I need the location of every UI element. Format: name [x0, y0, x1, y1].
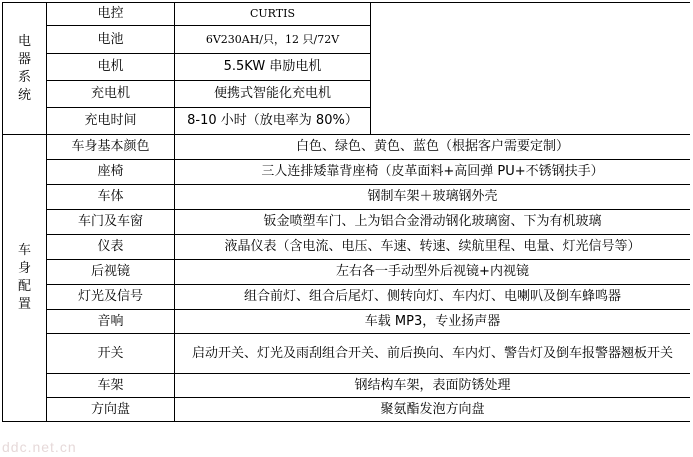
category-label: 车 身 配 置	[17, 243, 31, 312]
row-label: 车体	[47, 185, 175, 210]
row-label: 仪表	[47, 235, 175, 260]
watermark: ddc.net.cn	[2, 439, 77, 455]
table-row	[3, 310, 691, 334]
table-row	[3, 135, 691, 160]
row-value: 钢结构车架，表面防锈处理	[175, 374, 691, 398]
table-row	[3, 210, 691, 235]
row-label: 车门及车窗	[47, 210, 175, 235]
category-electrical	[3, 3, 47, 135]
table-row	[3, 260, 691, 285]
row-label: 车身基本颜色	[47, 135, 175, 160]
table-row	[3, 334, 691, 374]
row-value: 钢制车架＋玻璃钢外壳	[175, 185, 691, 210]
row-value: 聚氨酯发泡方向盘	[175, 398, 691, 422]
row-value: 车载 MP3，专业扬声器	[175, 310, 691, 334]
row-value: 8-10 小时（放电率为 80%）	[175, 108, 371, 135]
row-value: 钣金喷塑车门、上为铝合金滑动钢化玻璃窗、下为有机玻璃	[175, 210, 691, 235]
row-value: 6V230AH/只，12 只/72V	[175, 26, 371, 54]
spec-table	[2, 2, 690, 422]
empty-cell	[371, 3, 691, 135]
row-value: 便携式智能化充电机	[175, 81, 371, 108]
row-label: 车架	[47, 374, 175, 398]
spec-table-container	[2, 2, 690, 456]
row-label: 灯光及信号	[47, 285, 175, 310]
row-label: 开关	[47, 334, 175, 374]
row-value: 组合前灯、组合后尾灯、侧转向灯、车内灯、电喇叭及倒车蜂鸣器	[175, 285, 691, 310]
row-label: 充电时间	[47, 108, 175, 135]
row-value: 启动开关、灯光及雨刮组合开关、前后换向、车内灯、警告灯及倒车报警器翘板开关	[175, 334, 691, 374]
row-label: 方向盘	[47, 398, 175, 422]
row-value: 液晶仪表（含电流、电压、车速、转速、续航里程、电量、灯光信号等）	[175, 235, 691, 260]
row-value: 白色、绿色、黄色、蓝色（根据客户需要定制）	[175, 135, 691, 160]
row-label: 音响	[47, 310, 175, 334]
row-value: 5.5KW 串励电机	[175, 54, 371, 81]
table-row	[3, 374, 691, 398]
table-row	[3, 160, 691, 185]
row-label: 电机	[47, 54, 175, 81]
category-body	[3, 135, 47, 422]
row-label: 座椅	[47, 160, 175, 185]
table-row	[3, 285, 691, 310]
row-label: 后视镜	[47, 260, 175, 285]
row-label: 充电机	[47, 81, 175, 108]
table-row	[3, 185, 691, 210]
row-value: 左右各一手动型外后视镜+内视镜	[175, 260, 691, 285]
table-row	[3, 235, 691, 260]
table-row	[3, 398, 691, 422]
table-row	[3, 3, 691, 26]
row-value: CURTIS	[175, 3, 371, 26]
category-label: 电 器 系 统	[17, 33, 31, 103]
row-value: 三人连排矮靠背座椅（皮革面料+高回弹 PU+不锈钢扶手）	[175, 160, 691, 185]
row-label: 电控	[47, 3, 175, 26]
row-label: 电池	[47, 26, 175, 54]
